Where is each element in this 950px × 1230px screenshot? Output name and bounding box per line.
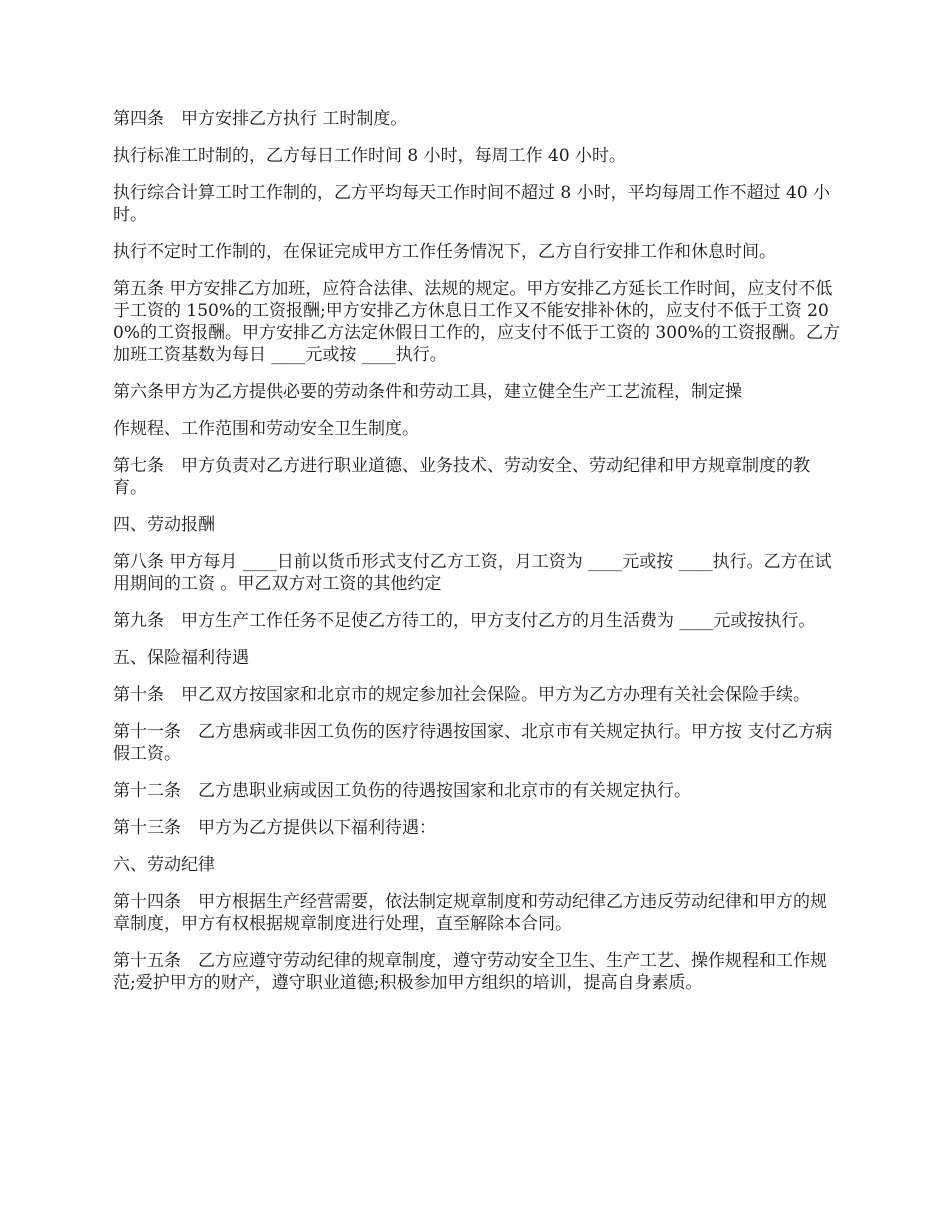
- clause-6-part-2: 作规程、工作范围和劳动安全卫生制度。: [113, 419, 419, 439]
- standard-hours-paragraph: 执行标准工时制的，乙方每日工作时间 8 小时，每周工作 40 小时。: [113, 146, 627, 166]
- section-heading-discipline: 六、劳动纪律: [113, 855, 215, 875]
- clause-13: 第十三条 甲方为乙方提供以下福利待遇：: [113, 818, 436, 838]
- clause-10: 第十条 甲乙双方按国家和北京市的规定参加社会保险。甲方为乙方办理有关社会保险手续。: [113, 685, 810, 705]
- document-body: [113, 108, 843, 1009]
- section-heading-remuneration: 四、劳动报酬: [113, 515, 215, 535]
- clause-4: 第四条 甲方安排乙方执行 工时制度。: [113, 109, 408, 129]
- section-heading-insurance: 五、保险福利待遇: [113, 648, 249, 668]
- clause-15: 第十五条 乙方应遵守劳动纪律的规章制度，遵守劳动安全卫生、生产工艺、操作规程和工作规范;爱护甲方的财产，遵守职业道德;积极参加甲方组织的培训，提高自身素质。: [113, 951, 827, 993]
- clause-7: 第七条 甲方负责对乙方进行职业道德、业务技术、劳动安全、劳动纪律和甲方规章制度的教育。: [113, 456, 810, 498]
- clause-8: 第八条 甲方每月 ____日前以货币形式支付乙方工资，月工资为 ____元或按 ____执行。乙方在试用期间的工资 。甲乙双方对工资的其他约定: [113, 552, 832, 594]
- clause-6-part-1: 第六条甲方为乙方提供必要的劳动条件和劳动工具，建立健全生产工艺流程，制定操: [113, 382, 742, 402]
- clause-9: 第九条 甲方生产工作任务不足使乙方待工的，甲方支付乙方的月生活费为 ____元或按执行。: [113, 611, 816, 631]
- clause-12: 第十二条 乙方患职业病或因工负伤的待遇按国家和北京市的有关规定执行。: [113, 781, 691, 801]
- comprehensive-hours-paragraph: 执行综合计算工时工作制的，乙方平均每天工作时间不超过 8 小时，平均每周工作不超过 40 小时。: [113, 183, 831, 225]
- flexible-hours-paragraph: 执行不定时工作制的，在保证完成甲方工作任务情况下，乙方自行安排工作和休息时间。: [113, 242, 776, 262]
- clause-5: 第五条 甲方安排乙方加班，应符合法律、法规的规定。甲方安排乙方延长工作时间，应支付不低于工资的 150%的工资报酬;甲方安排乙方休息日工作又不能安排补休的，应支付不低于工资 200%的工资报酬。甲方安排乙方法定休假日工作的，应支付不低于工资的 300%的工资报酬。乙方加班工资基数为每日 ____元或按 ____执行。: [113, 279, 840, 365]
- clause-11: 第十一条 乙方患病或非因工负伤的医疗待遇按国家、北京市有关规定执行。甲方按 支付乙方病假工资。: [113, 722, 833, 764]
- clause-14: 第十四条 甲方根据生产经营需要，依法制定规章制度和劳动纪律乙方违反劳动纪律和甲方的规章制度，甲方有权根据规章制度进行处理，直至解除本合同。: [113, 892, 827, 934]
